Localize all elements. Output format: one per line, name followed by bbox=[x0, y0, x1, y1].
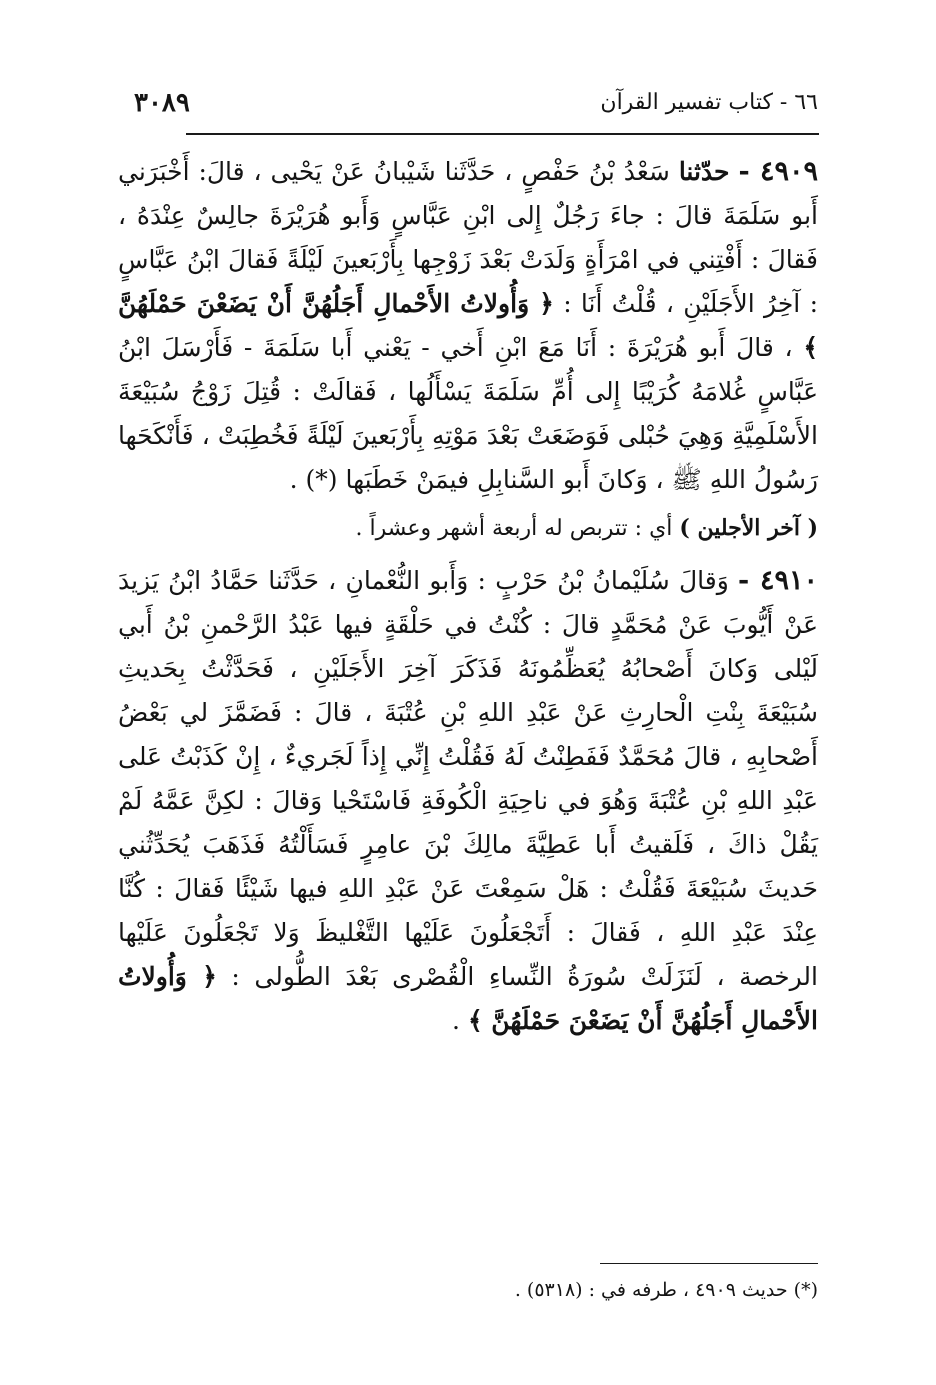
hadith-lead-word: حدّثنا bbox=[678, 157, 730, 186]
hadith-4909 bbox=[118, 150, 818, 502]
running-header-chapter: ٦٦ - كتاب تفسير القرآن bbox=[600, 90, 818, 115]
quran-verse: ﴿ وَأُولاتُ الأَحْمالِ أَجَلُهُنَّ أَنْ يَضَعْنَ حَمْلَهُنَّ ﴾ bbox=[118, 962, 818, 1035]
page-body bbox=[118, 150, 818, 1043]
header-divider bbox=[186, 133, 819, 135]
hadith-end-mark: . bbox=[289, 465, 298, 494]
hadith-number: ٤٩١٠ - bbox=[738, 565, 818, 596]
gloss-note bbox=[118, 506, 818, 551]
gloss-term: ( آخر الأجلين ) bbox=[679, 515, 818, 541]
hadith-text-continued: ، قالَ أَبو هُرَيْرَةَ : أَنَا مَعَ ابْنِ أَخي - يَعْني أَبا سَلَمَةَ - فَأَرْسَلَ ابْنُ عَبَّاسٍ غُلامَهُ كُرَيْبًا إِلى أُمِّ سَلَمَةَ يَسْأَلُها ، فَقالَتْ : قُتِلَ زَوْجُ سُبَيْعَةَ الأَسْلَمِيَّةِ وَهِيَ حُبْلى فَوَضَعَتْ بَعْدَ مَوْتِهِ بِأَرْبَعينَ لَيْلَةً فَخُطِبَتْ ، فَأَنْكَحَها رَسُولُ اللهِ ﷺ ، وَكانَ أَبو السَّنابِلِ فيمَنْ خَطَبَها bbox=[118, 333, 818, 494]
hadith-text: وَقالَ سُلَيْمانُ بْنُ حَرْبٍ : وَأَبو النُّعْمانِ ، حَدَّثَنا حَمَّادُ ابْنُ يَزيدَ عَنْ أَيُّوبَ عَنْ مُحَمَّدٍ قالَ : كُنْتُ في حَلْقَةٍ فيها عَبْدُ الرَّحْمنِ بْنُ أَبي لَيْلى وَكانَ أَصْحابُهُ يُعَظِّمُونَهُ فَذَكَرَ آخِرَ الأَجَلَيْنِ ، فَحَدَّثْتُ بِحَديثِ سُبَيْعَةَ بِنْتِ الْحارِثِ عَنْ عَبْدِ اللهِ بْنِ عُتْبَةَ ، قالَ : فَضَمَّزَ لي بَعْضُ أَصْحابِهِ ، قالَ مُحَمَّدٌ فَفَطِنْتُ لَهُ فَقُلْتُ إِنِّي إِذاً لَجَريءٌ ، إِنْ كَذَبْتُ عَلى عَبْدِ اللهِ بْنِ عُتْبَةَ وَهُوَ في ناحِيَةِ الْكُوفَةِ فَاسْتَحْيا وَقالَ : لكِنَّ عَمَّهُ لَمْ يَقُلْ ذاكَ ، فَلَقيتُ أَبا عَطِيَّةَ مالِكَ بْنَ عامِرٍ فَسَأَلْتُهُ فَذَهَبَ يُحَدِّثُني حَديثَ سُبَيْعَةَ فَقُلْتُ : هَلْ سَمِعْتَ عَنْ عَبْدِ اللهِ فيها شَيْئًا فَقالَ : كُنَّا عِنْدَ عَبْدِ اللهِ ، فَقالَ : أَتَجْعَلُونَ عَلَيْها التَّغْليظَ وَلا تَجْعَلُونَ عَلَيْها الرخصة ، لَنَزَلَتْ سُورَةُ النِّساءِ الْقُصْرى بَعْدَ الطُّولى : bbox=[118, 566, 818, 991]
hadith-number: ٤٩٠٩ - bbox=[738, 156, 819, 187]
footnote-divider bbox=[600, 1263, 818, 1264]
page-number: ٣٠٨٩ bbox=[134, 88, 190, 118]
footnote-marker: (*) bbox=[305, 465, 338, 494]
hadith-text: سَعْدُ بْنُ حَفْصٍ ، حَدَّثَنا شَيْبانُ عَنْ يَحْيى ، قالَ: أَخْبَرَني أَبو سَلَمَةَ قالَ : جاءَ رَجُلٌ إِلى ابْنِ عَبَّاسٍ وَأَبو هُرَيْرَةَ جالِسٌ عِنْدَهُ ، فَقالَ : أَفْتِني في امْرَأَةٍ وَلَدَتْ بَعْدَ زَوْجِها بِأَرْبَعينَ لَيْلَةً فَقالَ ابْنُ عَبَّاسٍ : آخِرُ الأَجَلَيْنِ ، قُلْتُ أَنَا : bbox=[118, 157, 818, 318]
quran-verse: ﴿ وَأُولاتُ الأَحْمالِ أَجَلُهُنَّ أَنْ يَضَعْنَ حَمْلَهُنَّ ﴾ bbox=[118, 289, 818, 362]
gloss-explanation: أي : تتربص له أربعة أشهر وعشراً . bbox=[355, 516, 673, 541]
hadith-end-mark: . bbox=[452, 1006, 460, 1035]
footnote: (*) حديث ٤٩٠٩ ، طرفه في : (٥٣١٨) . bbox=[514, 1279, 818, 1301]
hadith-4910 bbox=[118, 559, 818, 1043]
